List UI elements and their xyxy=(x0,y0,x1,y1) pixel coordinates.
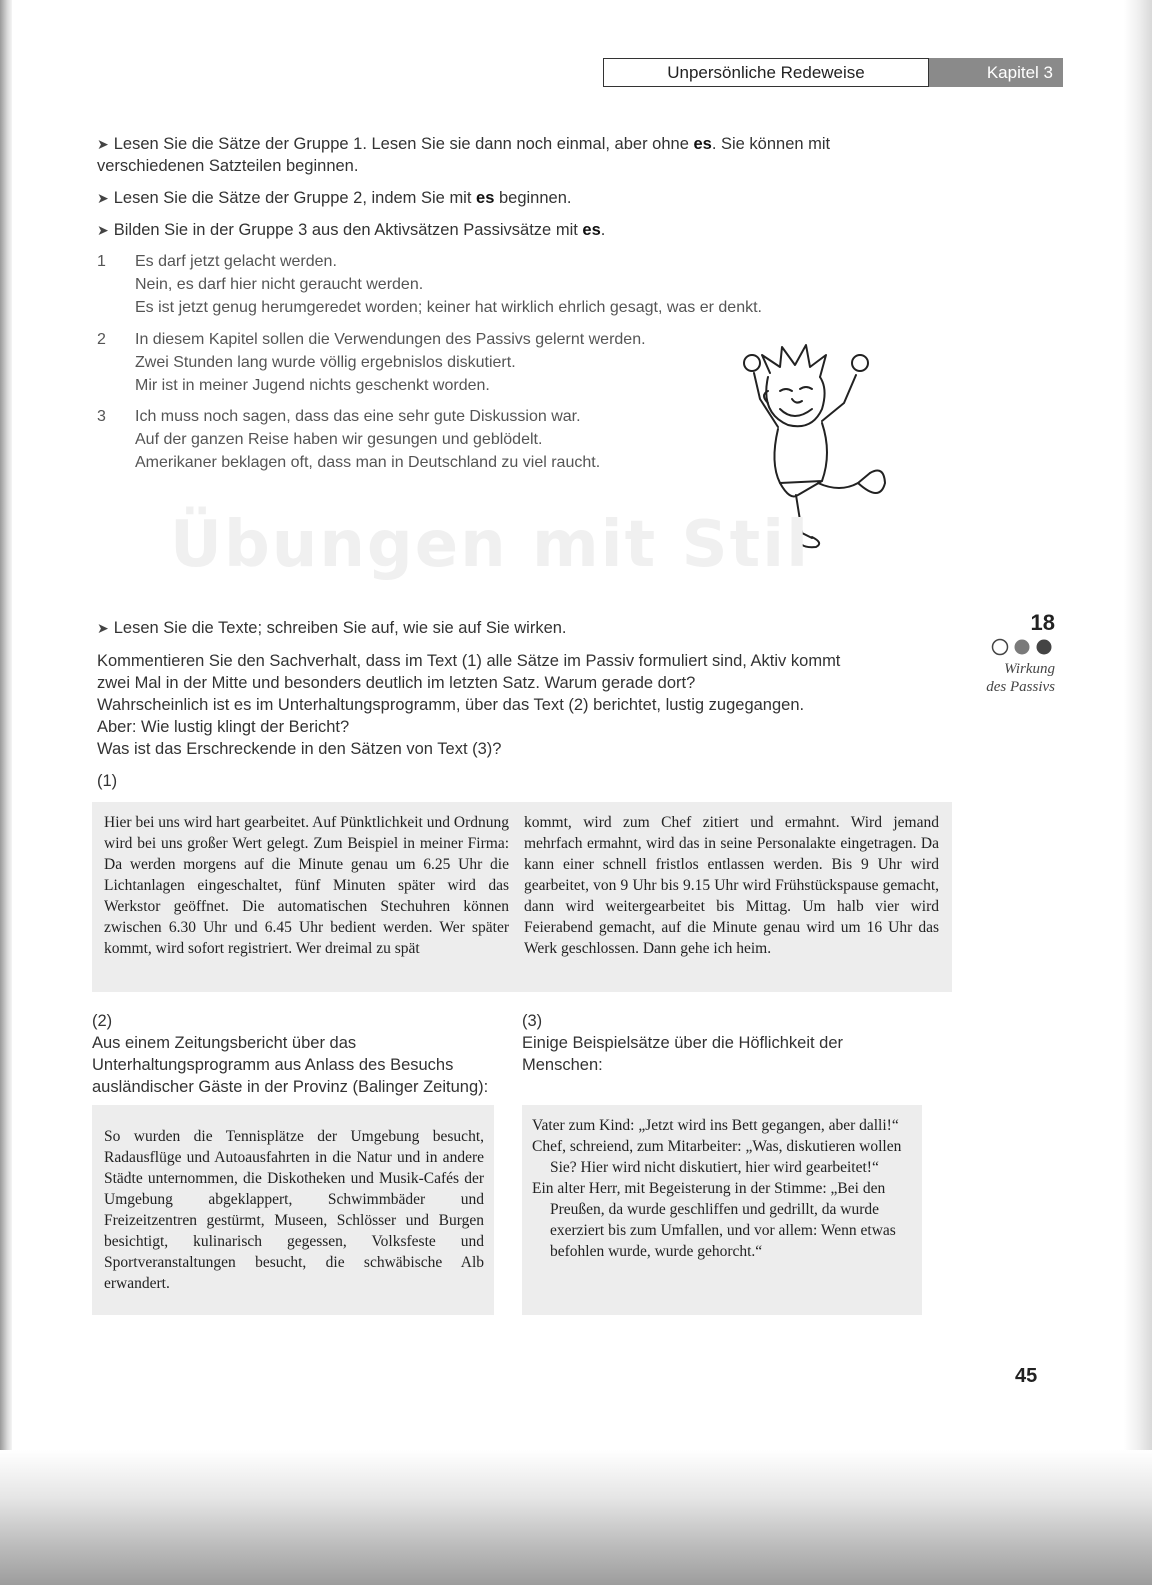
sentence: Auf der ganzen Reise haben wir gesungen und geblödelt. xyxy=(135,431,543,448)
task-line: Was ist das Erschreckende in den Sätzen von Text (3)? xyxy=(97,740,502,758)
scan-edge-bottom xyxy=(0,1450,1152,1585)
instruction-3: ➤ Bilden Sie in der Gruppe 3 aus den Aktivsätzen Passivsätze mit es. xyxy=(97,221,606,239)
group-number: 2 xyxy=(97,331,106,348)
sentence: Mir ist in meiner Jugend nichts geschenkt worden. xyxy=(135,377,490,394)
example-sentence: Ein alter Herr, mit Begeisterung in der Stimme: „Bei den Preußen, da wurde geschliffen und gedrillt, da wurde exerziert bis zum Umfallen, und vor allem: Wenn etwas befohlen wurde, wurde gehorcht.“ xyxy=(532,1180,896,1260)
sentence: In diesem Kapitel sollen die Verwendungen des Passivs gelernt werden. xyxy=(135,331,646,348)
page-header xyxy=(603,58,1063,87)
text2-body: So wurden die Tennisplätze der Umgebung besucht, Radausflüge und Autoausfahrten in die Natur und in andere Städte unternommen, die Diskotheken und Musik-Cafés der Umgebung abgeklappert, Schwimmbäder und Freizeitzentren gestürmt, Museen, Schlösser und Burgen besichtigt, kulinarisch gegessen, Volksfeste und Sportveranstaltungen besucht, die schwäbische Alb erwandert. xyxy=(104,1128,484,1292)
group-number: 3 xyxy=(97,408,106,425)
text2-intro: Aus einem Zeitungsbericht über das Unterhaltungsprogramm aus Anlass des Besuchs ausländischer Gäste in der Provinz (Balinger Zeitung): xyxy=(92,1034,489,1096)
arrow-icon: ➤ xyxy=(97,136,109,152)
section-watermark: Übungen mit Stil xyxy=(170,508,811,582)
group-number: 1 xyxy=(97,253,106,270)
difficulty-dots-icon xyxy=(990,638,1055,656)
task-line: Wahrscheinlich ist es im Unterhaltungsprogramm, über das Text (2) berichtet, lustig zugegangen. xyxy=(97,696,805,714)
text1-right-column: kommt, wird zum Chef zitiert und ermahnt. Wird jemand mehrfach ermahnt, wird das in seine Personalakte eingetragen. Da kann einer schnell fristlos entlassen werden. Bis 9 Uhr wird gearbeitet, von 9 Uhr bis 9.15 Uhr wird Frühstückspause gemacht, dann wird weitergearbeitet bis Mittag. Um halb vier wird Feierabend gemacht, auf die Minute genau wird um 16 Uhr das Werk geschlossen. Dann gehe ich heim. xyxy=(524,814,939,957)
example-sentence: Vater zum Kind: „Jetzt wird ins Bett gegangen, aber dalli!“ xyxy=(532,1117,899,1134)
sentence: Es darf jetzt gelacht werden. xyxy=(135,253,337,270)
example-sentence: Chef, schreiend, zum Mitarbeiter: „Was, diskutieren wollen Sie? Hier wird nicht diskutiert, hier wird gearbeitet!“ xyxy=(532,1138,902,1176)
header-chapter: Kapitel 3 xyxy=(929,58,1063,87)
exercise-label: Wirkung des Passivs xyxy=(986,661,1055,695)
exercise-instruction: ➤ Lesen Sie die Texte; schreiben Sie auf, wie sie auf Sie wirken. xyxy=(97,619,567,637)
sentence: Amerikaner beklagen oft, dass man in Deutschland zu viel raucht. xyxy=(135,454,601,471)
sentence: Ich muss noch sagen, dass das eine sehr gute Diskussion war. xyxy=(135,408,581,425)
arrow-icon: ➤ xyxy=(97,190,109,206)
text3-intro: Einige Beispielsätze über die Höflichkeit der Menschen: xyxy=(522,1034,844,1074)
scan-edge-left xyxy=(0,0,12,1585)
task-line: Kommentieren Sie den Sachverhalt, dass im Text (1) alle Sätze im Passiv formuliert sind, Aktiv kommt xyxy=(97,652,841,670)
sentence-group-1 xyxy=(97,250,857,319)
scan-edge-right xyxy=(1124,0,1152,1460)
arrow-icon: ➤ xyxy=(97,222,109,238)
task-line: zwei Mal in der Mitte und besonders deutlich im letzten Satz. Warum gerade dort? xyxy=(97,674,696,692)
header-title: Unpersönliche Redeweise xyxy=(603,58,929,87)
text1-box xyxy=(92,802,952,992)
text1-left-column: Hier bei uns wird hart gearbeitet. Auf Pünktlichkeit und Ordnung wird bei uns großer Wert gelegt. Zum Beispiel in meiner Firma: Da werden morgens auf die Minute genau um 6.25 Uhr die Lichtanlagen eingeschaltet, fünf Minuten später wird das Werkstor geöffnet. Die automatischen Stechuhren können zwischen 6.30 Uhr und 6.45 Uhr bedient werden. Wer später kommt, wird sofort registriert. Wer dreimal zu spät xyxy=(104,814,509,957)
sentence: Zwei Stunden lang wurde völlig ergebnislos diskutiert. xyxy=(135,354,516,371)
text1-label: (1) xyxy=(97,772,118,790)
text2-label: (2) xyxy=(92,1012,113,1030)
text3-box xyxy=(522,1105,922,1315)
task-line: Aber: Wie lustig klingt der Bericht? xyxy=(97,718,350,736)
instruction-2: ➤ Lesen Sie die Sätze der Gruppe 2, indem Sie mit es beginnen. xyxy=(97,189,572,207)
exercise-number: 18 xyxy=(1030,610,1055,635)
text3-label: (3) xyxy=(522,1012,543,1030)
arrow-icon: ➤ xyxy=(97,620,109,636)
page-number: 45 xyxy=(1015,1365,1038,1387)
text2-box xyxy=(92,1105,494,1315)
sentence: Nein, es darf hier nicht geraucht werden. xyxy=(135,276,424,293)
sentence: Es ist jetzt genug herumgeredet worden; keiner hat wirklich ehrlich gesagt, was er denkt. xyxy=(135,299,762,316)
instruction-1: ➤ Lesen Sie die Sätze der Gruppe 1. Lesen Sie sie dann noch einmal, aber ohne es. Sie können mit verschiedenen Satzteilen beginnen. xyxy=(97,135,831,175)
